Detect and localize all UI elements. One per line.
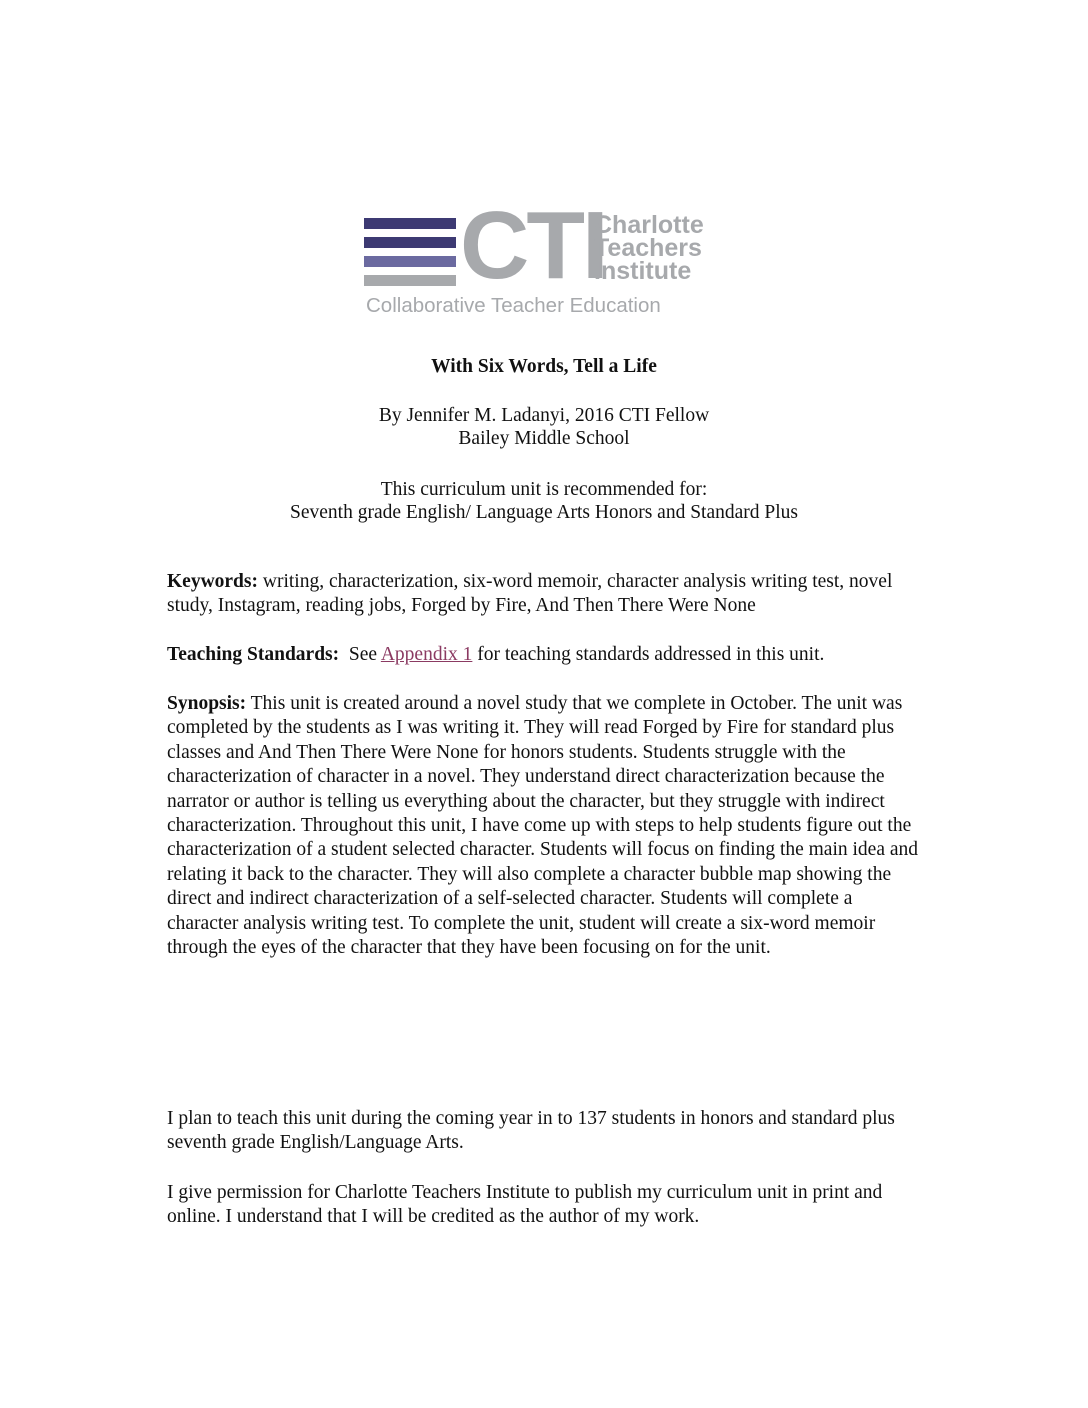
keywords-paragraph: [167, 570, 927, 619]
school-name: Bailey Middle School: [458, 428, 630, 449]
plan-section: [167, 1107, 927, 1156]
teaching-standards-section: [167, 643, 927, 667]
synopsis-paragraph: [167, 692, 927, 960]
keywords-label: Keywords:: [167, 571, 258, 592]
standards-label: Teaching Standards:: [167, 644, 340, 665]
byline-block: [0, 404, 1088, 450]
unit-title: With Six Words, Tell a Life: [431, 356, 657, 377]
recommendation-block: [0, 478, 1088, 524]
standards-pre-text: See: [339, 644, 381, 665]
keywords-text: writing, characterization, six-word memoir, character analysis writing test, novel study, Instagram, reading jobs, Forged by Fire, And Then There Were None: [167, 571, 893, 617]
cti-logo: [364, 192, 724, 322]
logo-org-line-2: Teachers: [594, 234, 702, 262]
author-line: By Jennifer M. Ladanyi, 2016 CTI Fellow: [378, 405, 710, 426]
standards-paragraph: [167, 643, 927, 667]
synopsis-label: Synopsis:: [167, 693, 247, 714]
plan-paragraph: I plan to teach this unit during the coming year in to 137 students in honors and standard plus seventh grade English/Language Arts.: [167, 1108, 895, 1154]
synopsis-section: [167, 692, 927, 960]
synopsis-text: This unit is created around a novel study that we complete in October. The unit was completed by the students as I was writing it. They will read Forged by Fire for standard plus classes and And Then There Were None for honors students. Students struggle with the characterization of character in a novel. They understand direct characterization because the narrator or author is telling us everything about the character, but they struggle with indirect characterization. Throughout this unit, I have come up with steps to help students figure out the characterization of a student selected character. Students will focus on finding the main idea and relating it back to the character. They will also complete a character bubble map showing the direct and indirect characterization of a self-selected character. Students will complete a character analysis writing test. To complete the unit, student will create a six-word memoir through the eyes of the character that they have been focusing on for the unit.: [167, 693, 919, 959]
permission-paragraph: I give permission for Charlotte Teachers Institute to publish my curriculum unit in print and online. I understand that I will be credited as the author of my work.: [167, 1182, 883, 1228]
logo-bar-1: [364, 218, 456, 229]
permission-section: [167, 1181, 927, 1230]
logo-org-line-1: Charlotte: [594, 211, 704, 239]
logo-bar-2: [364, 237, 456, 248]
logo-bar-4: [364, 275, 456, 286]
appendix-1-link[interactable]: Appendix 1: [380, 644, 473, 665]
logo-bars-graphic: [364, 218, 456, 290]
recommend-line-2: Seventh grade English/ Language Arts Honors and Standard Plus: [290, 502, 798, 523]
standards-post-text: for teaching standards addressed in this unit.: [472, 644, 825, 665]
logo-bar-3: [364, 256, 456, 267]
logo-acronym: CTI: [460, 192, 606, 299]
keywords-section: [167, 570, 927, 619]
recommend-line-1: This curriculum unit is recommended for:: [380, 479, 708, 500]
logo-org-name: [594, 211, 704, 285]
logo-tagline: Collaborative Teacher Education: [366, 294, 661, 317]
logo-org-line-3: Institute: [594, 257, 692, 285]
